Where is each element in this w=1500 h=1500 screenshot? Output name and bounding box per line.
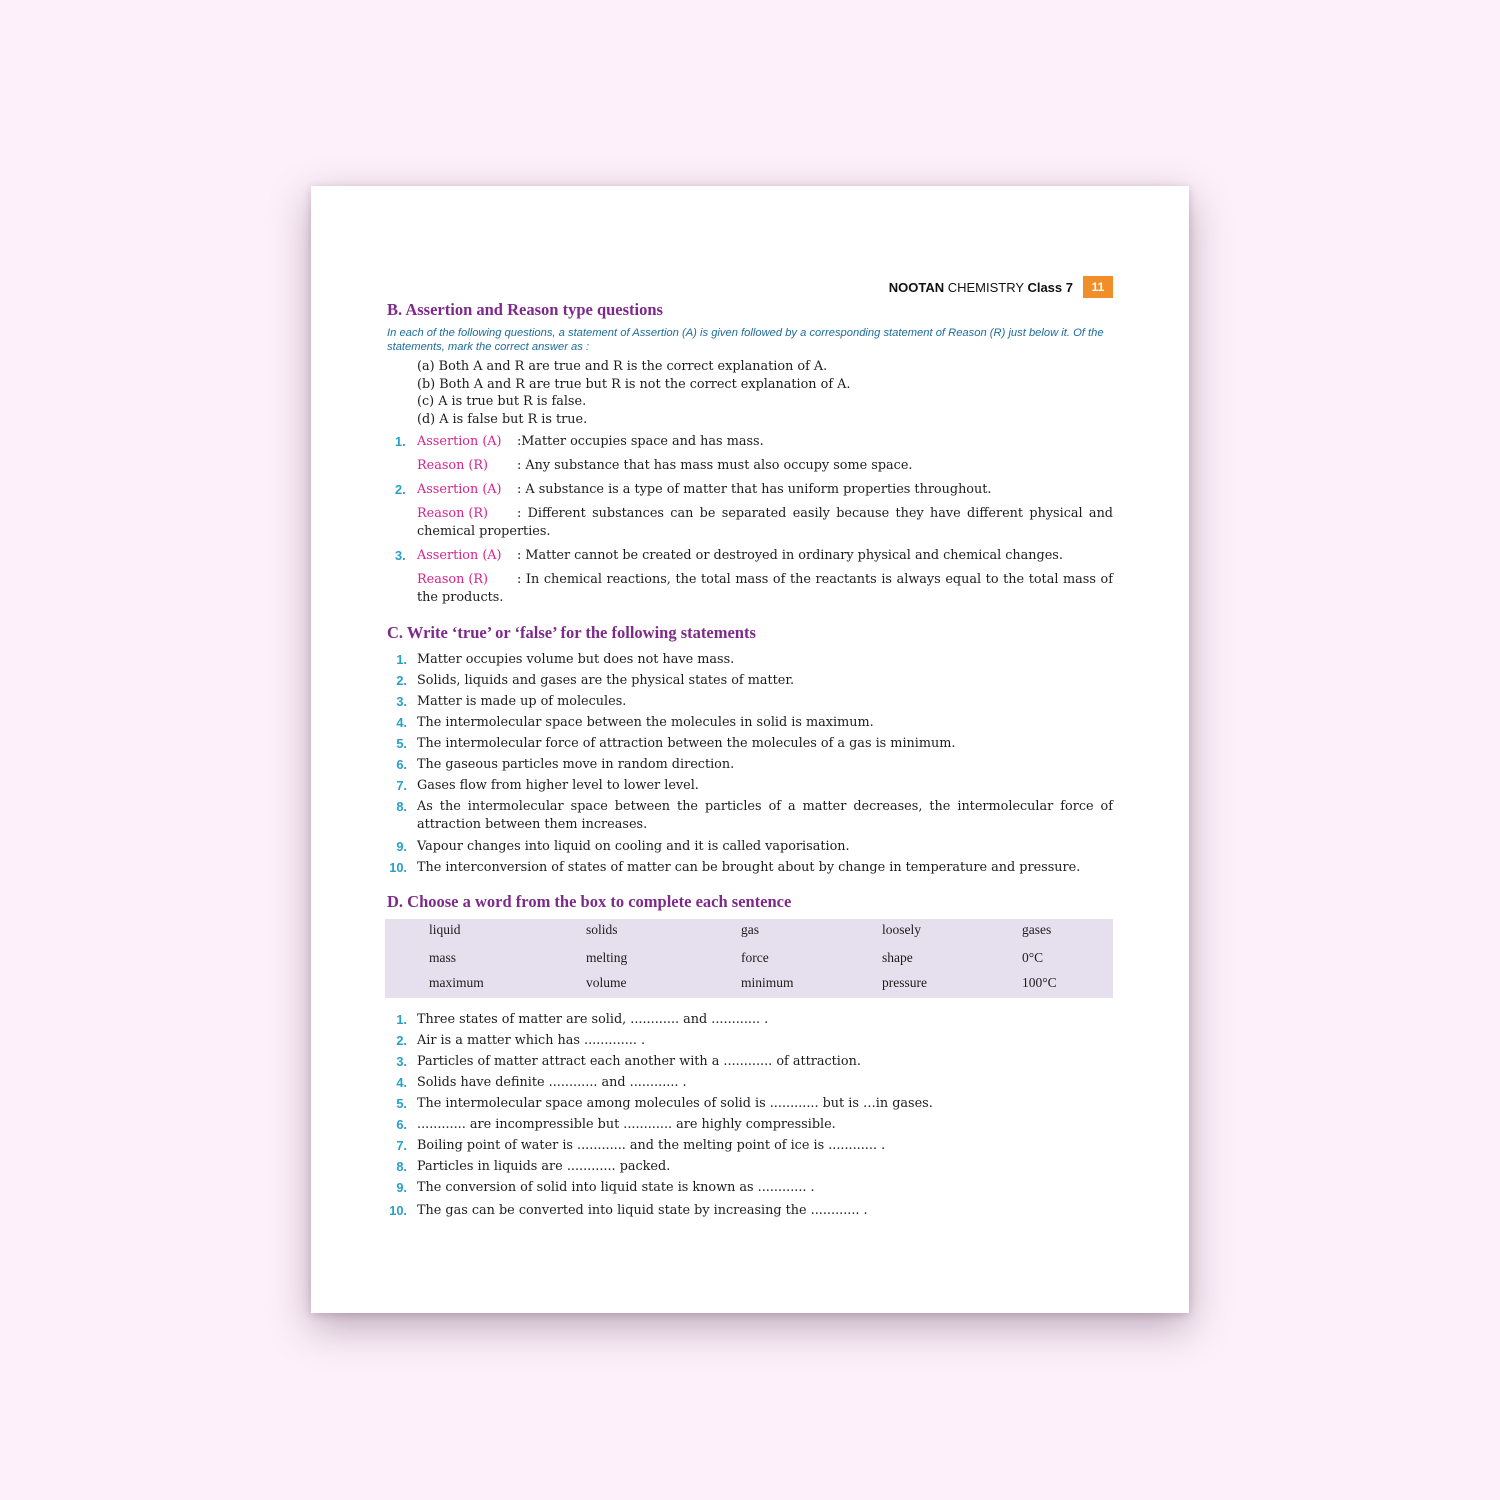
reason-line — [417, 457, 1113, 475]
word: 100°C — [1022, 975, 1057, 990]
section-b-title: B. Assertion and Reason type questions — [387, 300, 663, 319]
assertion-label: Assertion (A) — [417, 434, 502, 449]
option-b: (b) Both A and R are true but R is not the correct explanation of A. — [417, 376, 851, 392]
assertion-line — [417, 547, 1113, 565]
option-a: (a) Both A and R are true and R is the correct explanation of A. — [417, 359, 828, 374]
option-d: (d) A is false but R is true. — [417, 411, 588, 427]
assertion-label: Assertion (A) — [417, 548, 502, 563]
book-title: NOOTAN CHEMISTRY Class 7 — [888, 279, 1073, 295]
reason-line — [417, 505, 1113, 541]
assertion-text: : Matter cannot be created or destroyed in ordinary physical and chemical changes. — [517, 548, 1063, 563]
reason-text: : In chemical reactions, the total mass of the reactants is always equal to the total mass of the products. — [417, 572, 1113, 605]
word: melting — [586, 950, 628, 965]
word: gases — [1022, 922, 1052, 937]
assertion-line — [417, 481, 1113, 499]
assertion-text: :Matter occupies space and has mass. — [517, 434, 764, 449]
reason-label: Reason (R) — [417, 458, 489, 473]
assertion-label: Assertion (A) — [417, 482, 502, 497]
section-b-instruction: In each of the following questions, a statement of Assertion (A) is given followed by a corresponding statement of Reason (R) just below it. Of the statements, mark the correct answer as : — [387, 327, 1104, 353]
question-number: 3. — [395, 548, 406, 563]
reason-label: Reason (R) — [417, 572, 489, 587]
word: minimum — [741, 975, 794, 990]
word: maximum — [429, 975, 484, 990]
reason-label: Reason (R) — [417, 506, 489, 521]
word: 0°C — [1022, 950, 1044, 965]
running-header — [889, 276, 1113, 298]
section-d-title: D. Choose a word from the box to complete each sentence — [387, 892, 792, 911]
assertion-line — [417, 433, 1113, 451]
book-page: NOOTAN CHEMISTRY Class 7 11 B. Assertion and Reason type questions In each of the following questions, a statement of Assertion (A) is given followed by a corresponding statement of Reason (R) just below it. Of the statements, mark the correct answer as : (a) Both A and R are true and R is the correct explanation of A. (b) Both A and R are true but R is not the correct explanation of A. (c) A is true but R is false. (d) A is false but R is true. 1. Assertion (A) :Matter occupies space and has mass. Reason (R) : Any substance that has mass must also occupy some space. 2. Assertion (A) : A substance is a type of matter that has uniform properties throughout. Reason (R) : Different substances can be separated easily because they have different physical and chemical properties. 3. Assertion (A) : Matter cannot be created or destroyed in ordinary physical and chemical changes. Reason (R) : In chemical reactions, the total mass of the reactants is always equal to the total mass of the products. C. Write ‘true’ or ‘false’ for the following statements 1. Matter occupies volume but does not have mass. 2. Solids, liquids and gases are the physical states of matter. 3. Matter is made up of molecules. 4. The intermolecular space between the molecules in solid is maximum. 5. The intermolecular force of attraction between the molecules of a gas is minimum. 6. The gaseous particles move in random direction. 7. Gases flow from higher level to lower level. 8. As the intermolecular space between the particles of a matter decreases, the intermolecular force of attraction between them increases. 9. Vapour changes into liquid on cooling and it is called vaporisation. 10. The interconversion of states of matter can be brought about by change in temperature and pressure. D. Choose a word from the box to complete each sentence liquid solids gas loosely gases mass melting force shape 0°C maximum volume minimum pressure 100°C 1. Three states of matter are solid, ............ and ............ . 2. Air is a matter which has ............. . 3. Particles of matter attract each another with a ............ of attraction. 4. Solids have definite ............ and ............ . 5. The intermolecular space among molecules of solid is ............ but is …in gases. 6. ............ are incompressible but ............ are highly compressible. 7. Boiling point of water is ............ and the melting point of ice is ............ . 8. Particles in liquids are ............ packed. 9. The conversion of solid into liquid state is known as ............ . 10. The gas can be converted into liquid state by increasing the ............ . — [311, 186, 1189, 1313]
word: force — [741, 950, 769, 965]
word: shape — [882, 950, 913, 965]
word: gas — [741, 922, 759, 937]
word: volume — [586, 975, 627, 990]
reason-text: : Different substances can be separated easily because they have different physical and chemical properties. — [417, 506, 1113, 539]
option-c: (c) A is true but R is false. — [417, 394, 587, 409]
word: loosely — [882, 922, 921, 937]
word: solids — [586, 922, 618, 937]
word: liquid — [429, 922, 461, 937]
question-number: 1. — [395, 434, 406, 449]
word: pressure — [882, 975, 927, 990]
assertion-text: : A substance is a type of matter that has uniform properties throughout. — [517, 482, 992, 497]
section-c-title: C. Write ‘true’ or ‘false’ for the following statements — [387, 623, 756, 642]
reason-line — [417, 571, 1113, 607]
word-box — [385, 919, 1113, 998]
reason-text: : Any substance that has mass must also occupy some space. — [517, 458, 913, 473]
answer-options — [417, 358, 850, 428]
word: mass — [429, 950, 456, 965]
question-number: 2. — [395, 482, 406, 497]
page-number-badge: 11 — [1083, 276, 1113, 298]
